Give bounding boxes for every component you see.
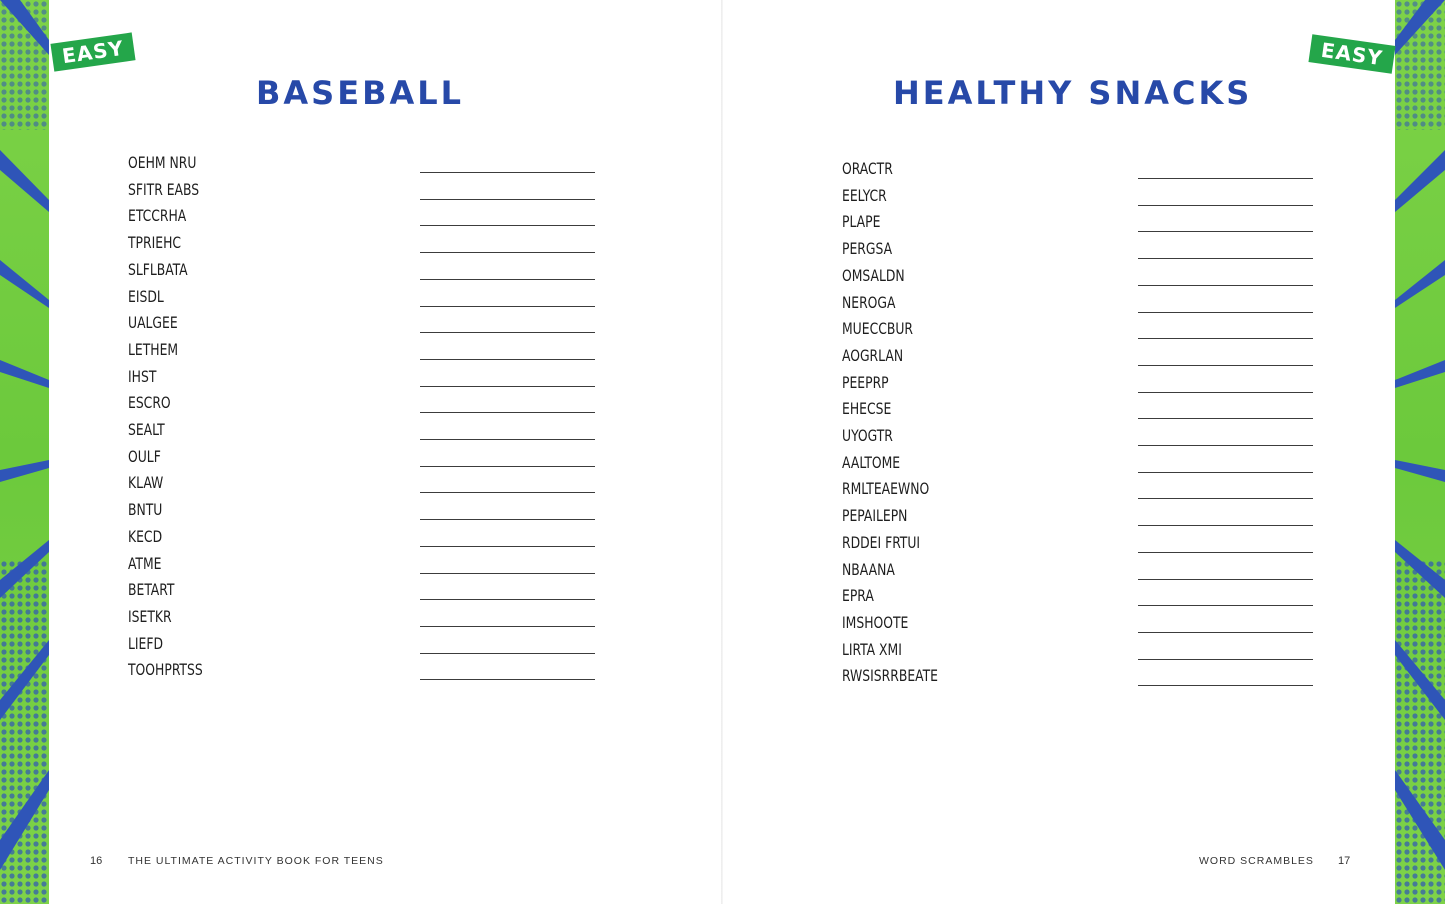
answer-line[interactable]	[420, 626, 595, 627]
scrambled-word: LIRTA XMI	[842, 639, 902, 659]
scrambled-word: TOOHPRTSS	[128, 660, 203, 680]
answer-line[interactable]	[1138, 258, 1313, 259]
footer-book-title: THE ULTIMATE ACTIVITY BOOK FOR TEENS	[128, 855, 384, 867]
answer-line[interactable]	[1138, 392, 1313, 393]
answer-line[interactable]	[1138, 178, 1313, 179]
scrambled-word: BETART	[128, 580, 175, 600]
scrambled-word: IHST	[128, 366, 157, 386]
scrambled-word: LETHEM	[128, 339, 179, 359]
scrambled-word: RDDEI FRTUI	[842, 532, 921, 552]
answer-line[interactable]	[1138, 552, 1313, 553]
scrambled-word: OMSALDN	[842, 265, 905, 285]
scrambled-word: EHECSE	[842, 399, 892, 419]
difficulty-tag-right: EASY	[1308, 34, 1395, 73]
right-decorative-border	[1395, 0, 1445, 904]
scrambled-word: SFITR EABS	[128, 179, 200, 199]
answer-line[interactable]	[420, 225, 595, 226]
scrambled-word: UALGEE	[128, 313, 178, 333]
scrambled-word: NBAANA	[842, 559, 895, 579]
scrambled-word: EELYCR	[842, 185, 887, 205]
answer-line[interactable]	[1138, 338, 1313, 339]
scrambled-word: ESCRO	[128, 393, 171, 413]
answer-line[interactable]	[420, 172, 595, 173]
scrambled-word: BNTU	[128, 500, 163, 520]
answer-line[interactable]	[420, 199, 595, 200]
scrambled-word: UYOGTR	[842, 426, 893, 445]
scrambled-word: EPRA	[842, 586, 874, 606]
scrambled-word: IMSHOOTE	[842, 612, 909, 632]
scrambled-word: SLFLBATA	[128, 259, 188, 279]
scrambled-word: PEPAILEPN	[842, 506, 908, 526]
answer-line[interactable]	[420, 573, 595, 574]
scrambled-word: KECD	[128, 526, 163, 546]
answer-line[interactable]	[420, 359, 595, 360]
healthy-snacks-title: HEALTHY SNACKS	[893, 74, 1253, 112]
answer-line[interactable]	[420, 412, 595, 413]
scrambled-word: SEALT	[128, 420, 165, 439]
scrambled-word: ATME	[128, 553, 162, 573]
scrambled-word: ORACTR	[842, 159, 893, 178]
scrambled-word: OULF	[128, 446, 161, 466]
left-border-art	[0, 0, 49, 904]
scrambled-word: PLAPE	[842, 212, 881, 232]
right-border-art	[1395, 0, 1445, 904]
scrambled-word: EISDL	[128, 286, 164, 306]
scrambled-word: PERGSA	[842, 239, 893, 259]
answer-line[interactable]	[420, 279, 595, 280]
answer-line[interactable]	[420, 386, 595, 387]
answer-line[interactable]	[420, 466, 595, 467]
scrambled-word: LIEFD	[128, 633, 164, 653]
answer-line[interactable]	[420, 599, 595, 600]
answer-line[interactable]	[1138, 685, 1313, 686]
answer-line[interactable]	[420, 332, 595, 333]
footer-section-title: WORD SCRAMBLES	[1199, 855, 1314, 867]
scrambled-word: NEROGA	[842, 292, 896, 312]
answer-line[interactable]	[1138, 659, 1313, 660]
scrambled-word: OEHM NRU	[128, 153, 197, 172]
scrambled-word: AOGRLAN	[842, 345, 904, 365]
answer-line[interactable]	[420, 252, 595, 253]
scrambled-word: ISETKR	[128, 606, 172, 626]
answer-line[interactable]	[1138, 365, 1313, 366]
scrambled-word: TPRIEHC	[128, 233, 182, 253]
answer-line[interactable]	[1138, 285, 1313, 286]
answer-line[interactable]	[1138, 632, 1313, 633]
answer-line[interactable]	[420, 679, 595, 680]
answer-line[interactable]	[420, 546, 595, 547]
answer-line[interactable]	[1138, 445, 1313, 446]
scrambled-word: KLAW	[128, 473, 164, 493]
scrambled-word: RWSISRRBEATE	[842, 666, 938, 686]
answer-line[interactable]	[1138, 605, 1313, 606]
answer-line[interactable]	[1138, 231, 1313, 232]
answer-line[interactable]	[420, 306, 595, 307]
page-number-left: 16	[90, 855, 103, 867]
answer-line[interactable]	[1138, 472, 1313, 473]
scrambled-word: MUECCBUR	[842, 319, 914, 339]
scrambled-word: RMLTEAEWNO	[842, 479, 930, 499]
book-gutter	[721, 0, 723, 904]
answer-line[interactable]	[420, 653, 595, 654]
baseball-title: BASEBALL	[256, 74, 464, 112]
answer-line[interactable]	[420, 492, 595, 493]
answer-line[interactable]	[1138, 498, 1313, 499]
answer-line[interactable]	[1138, 312, 1313, 313]
answer-line[interactable]	[1138, 205, 1313, 206]
scrambled-word: AALTOME	[842, 452, 901, 472]
answer-line[interactable]	[1138, 579, 1313, 580]
scrambled-word: PEEPRP	[842, 372, 889, 392]
answer-line[interactable]	[1138, 525, 1313, 526]
answer-line[interactable]	[1138, 418, 1313, 419]
left-decorative-border	[0, 0, 49, 904]
difficulty-tag-left: EASY	[50, 32, 135, 71]
page-number-right: 17	[1338, 855, 1351, 867]
answer-line[interactable]	[420, 439, 595, 440]
answer-line[interactable]	[420, 519, 595, 520]
scrambled-word: ETCCRHA	[128, 206, 187, 226]
